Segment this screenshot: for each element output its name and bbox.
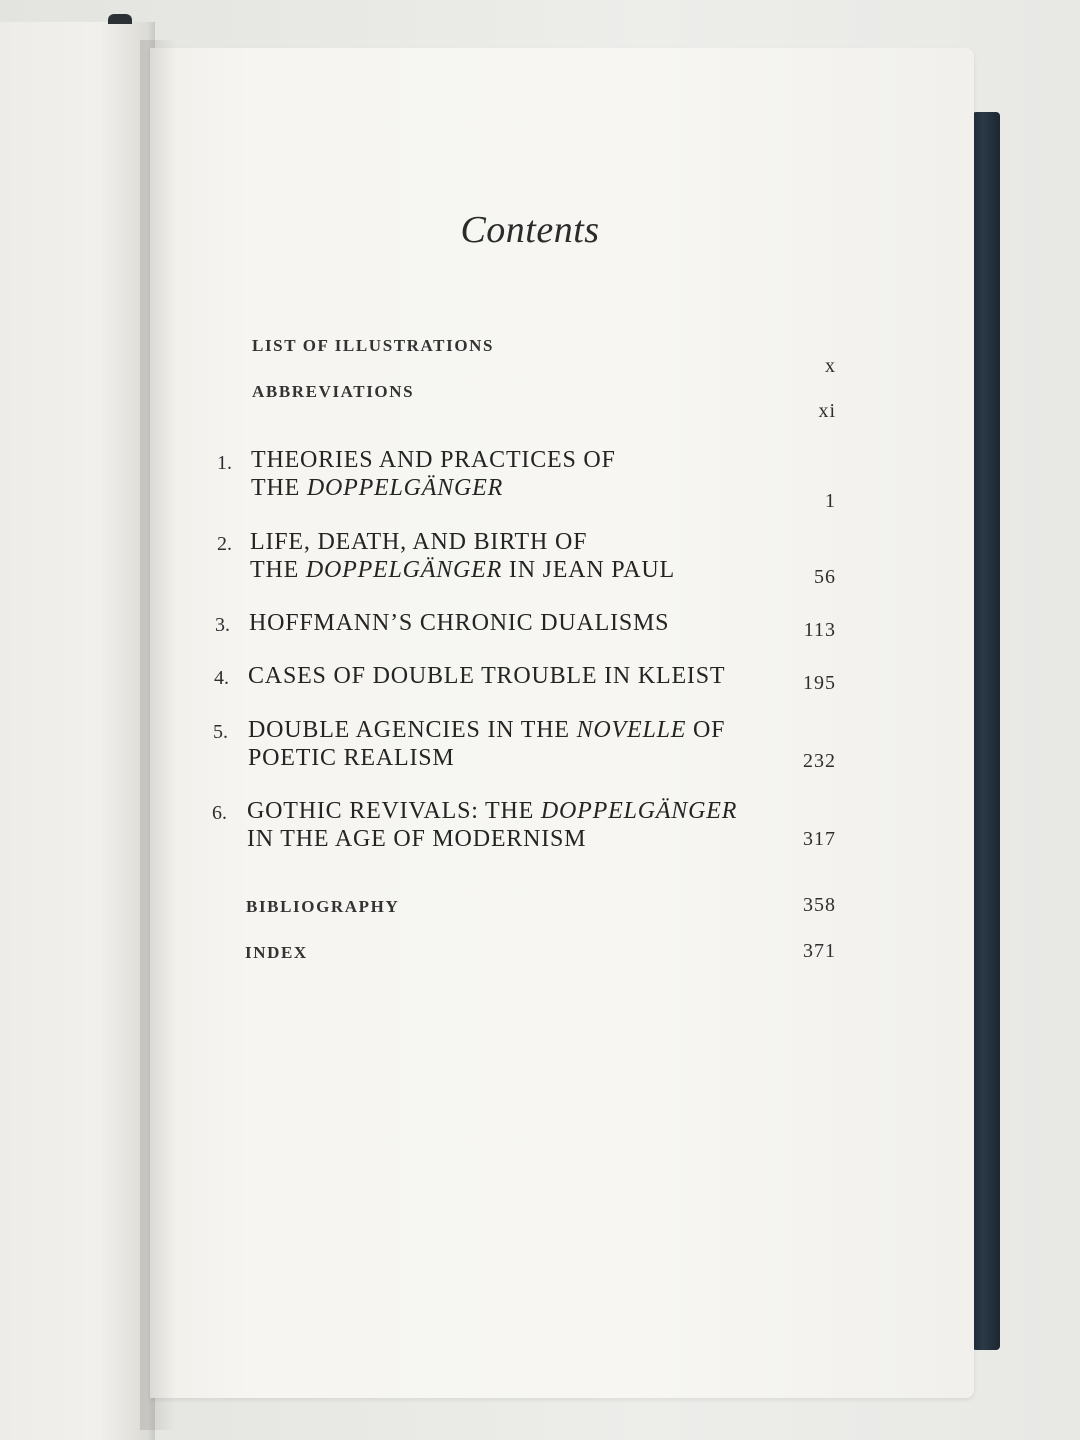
chapter-number: 3.: [215, 614, 230, 636]
toc-page-number: x: [825, 355, 836, 377]
chapter-number: 1.: [217, 452, 232, 474]
toc-entry-chapter-3: [249, 609, 669, 637]
toc-entry-line: [250, 556, 675, 584]
toc-text-italic: DOPPELGÄNGER: [306, 475, 504, 501]
toc-entry-chapter-5: [248, 716, 725, 772]
toc-page-number: 317: [803, 828, 836, 850]
toc-entry-chapter-1: [251, 446, 616, 502]
toc-entry-line: CASES OF DOUBLE TROUBLE IN KLEIST: [248, 663, 726, 689]
book-cover-edge: [972, 112, 1000, 1350]
toc-text-italic: DOPPELGÄNGER: [305, 557, 503, 583]
toc-text: THE: [251, 475, 307, 501]
toc-entry-label: LIST OF ILLUSTRATIONS: [252, 336, 495, 355]
toc-entry-line: [248, 716, 725, 744]
toc-entry-list-of-illustrations: [252, 336, 494, 356]
chapter-number: 2.: [217, 533, 232, 555]
left-cover-corner: [108, 14, 132, 24]
toc-text: GOTHIC REVIVALS: THE: [247, 798, 541, 824]
toc-page-number: 371: [803, 940, 836, 962]
toc-entry-line: LIFE, DEATH, AND BIRTH OF: [250, 529, 588, 555]
toc-page-number: xi: [818, 400, 836, 422]
toc-entry-line: HOFFMANN’S CHRONIC DUALISMS: [249, 610, 670, 636]
toc-page-number: 113: [803, 619, 836, 641]
left-page: [0, 22, 155, 1440]
toc-entry-line: IN THE AGE OF MODERNISM: [247, 826, 587, 852]
toc-entry-chapter-2: [250, 528, 675, 584]
toc-text: DOUBLE AGENCIES IN THE: [248, 717, 577, 743]
toc-page-number: 232: [803, 750, 836, 772]
chapter-number: 6.: [212, 802, 227, 824]
toc-entry-label: BIBLIOGRAPHY: [246, 897, 400, 916]
toc-text: OF: [686, 717, 726, 743]
toc-entry-index: [245, 943, 308, 963]
toc-page-number: 358: [803, 894, 836, 916]
toc-page-number: 1: [825, 490, 836, 512]
toc-entry-label: ABBREVIATIONS: [252, 382, 415, 401]
toc-entry-label: INDEX: [245, 943, 308, 962]
toc-page-number: 56: [814, 566, 836, 588]
toc-entry-bibliography: [246, 897, 399, 917]
page-title: Contents: [460, 209, 600, 251]
toc-entry-line: [251, 474, 616, 502]
toc-entry-line: POETIC REALISM: [248, 745, 455, 771]
toc-text-italic: NOVELLE: [576, 717, 687, 743]
toc-entry-chapter-4: [248, 662, 725, 690]
chapter-number: 4.: [214, 667, 229, 689]
toc-entry-line: [247, 797, 737, 825]
toc-entry-chapter-6: [247, 797, 737, 853]
gutter-shadow: [140, 40, 176, 1430]
chapter-number: 5.: [213, 721, 228, 743]
toc-text-italic: DOPPELGÄNGER: [540, 798, 738, 824]
toc-page-number: 195: [803, 672, 836, 694]
toc-entry-line: THEORIES AND PRACTICES OF: [251, 447, 616, 473]
toc-text: THE: [250, 557, 306, 583]
toc-text: IN JEAN PAUL: [502, 557, 675, 583]
toc-entry-abbreviations: [252, 382, 414, 402]
